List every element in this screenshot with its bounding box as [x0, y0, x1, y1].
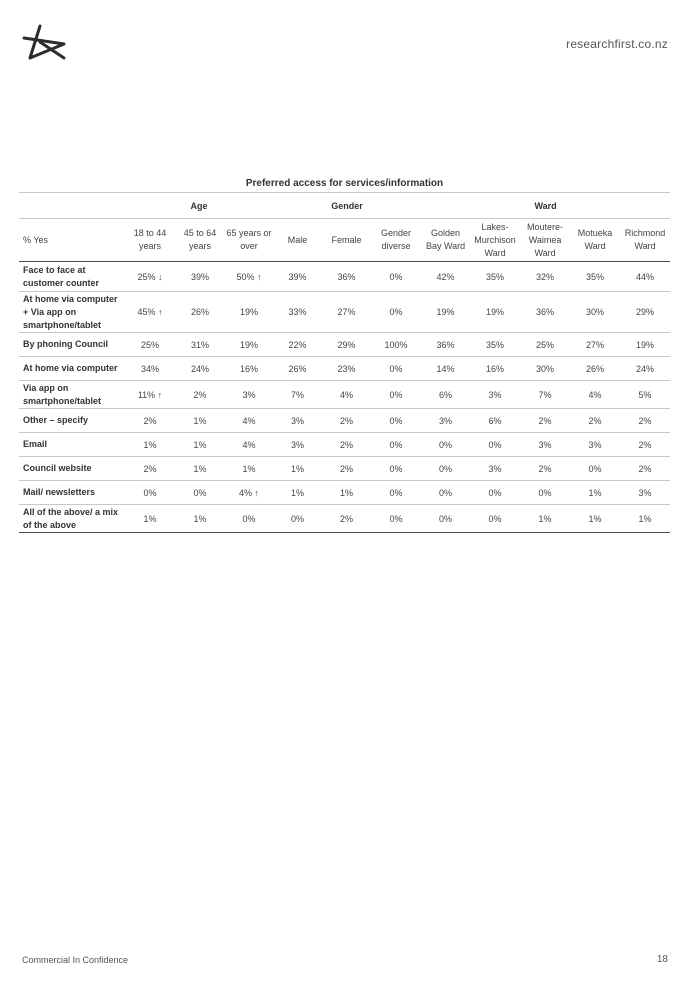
table-cell: 0% [371, 381, 421, 409]
table-cell: 35% [470, 262, 520, 292]
table-cell: 19% [225, 292, 273, 333]
row-label: Email [19, 433, 125, 457]
table-cell: 0% [371, 457, 421, 481]
table-cell: 4% ↑ [225, 481, 273, 505]
row-label: Face to face at customer counter [19, 262, 125, 292]
table-cell: 2% [175, 381, 225, 409]
table-cell: 16% [470, 357, 520, 381]
table-cell: 0% [273, 505, 322, 533]
table-cell: 0% [371, 292, 421, 333]
table-cell: 33% [273, 292, 322, 333]
row-label: Other – specify [19, 409, 125, 433]
table-cell: 2% [322, 409, 371, 433]
table-cell: 0% [175, 481, 225, 505]
table-cell: 6% [421, 381, 470, 409]
table-cell: 0% [421, 481, 470, 505]
table-cell: 1% [175, 409, 225, 433]
table-cell: 0% [421, 457, 470, 481]
table-cell: 35% [470, 333, 520, 357]
column-header: Male [273, 219, 322, 262]
column-header: 18 to 44 years [125, 219, 175, 262]
table-row [19, 262, 670, 292]
table-row [19, 357, 670, 381]
table-cell: 3% [273, 433, 322, 457]
table-cell: 2% [520, 409, 570, 433]
row-label: By phoning Council [19, 333, 125, 357]
table-cell: 29% [620, 292, 670, 333]
table-cell: 26% [175, 292, 225, 333]
table-cell: 50% ↑ [225, 262, 273, 292]
table-cell: 2% [620, 409, 670, 433]
table-cell: 24% [620, 357, 670, 381]
table-cell: 19% [470, 292, 520, 333]
table-cell: 0% [371, 433, 421, 457]
table-cell: 0% [470, 505, 520, 533]
table-cell: 36% [421, 333, 470, 357]
table-row [19, 409, 670, 433]
column-header: Lakes-Murchison Ward [470, 219, 520, 262]
table-cell: 3% [421, 409, 470, 433]
table-cell: 1% [322, 481, 371, 505]
table-cell: 2% [520, 457, 570, 481]
table-cell: 26% [570, 357, 620, 381]
table-cell: 3% [225, 381, 273, 409]
table-cell: 32% [520, 262, 570, 292]
table-cell: 25% ↓ [125, 262, 175, 292]
table-cell: 36% [520, 292, 570, 333]
table-cell: 3% [520, 433, 570, 457]
table-cell: 0% [470, 433, 520, 457]
table-cell: 0% [371, 262, 421, 292]
table-cell: 4% [322, 381, 371, 409]
confidential-note: Commercial In Confidence [22, 955, 129, 965]
table-cell: 4% [225, 433, 273, 457]
column-header: Gender diverse [371, 219, 421, 262]
table-row [19, 481, 670, 505]
row-label: At home via computer [19, 357, 125, 381]
column-header: 65 years or over [225, 219, 273, 262]
table-cell: 0% [470, 481, 520, 505]
table-cell: 39% [273, 262, 322, 292]
table-cell: 1% [175, 457, 225, 481]
table-row [19, 333, 670, 357]
table-cell: 2% [322, 505, 371, 533]
table-cell: 2% [125, 457, 175, 481]
table-cell: 23% [322, 357, 371, 381]
table-cell: 0% [570, 457, 620, 481]
table-cell: 1% [175, 505, 225, 533]
table-cell: 2% [125, 409, 175, 433]
table-cell: 5% [620, 381, 670, 409]
column-header-row [19, 219, 670, 262]
table-cell: 0% [125, 481, 175, 505]
table-row [19, 505, 670, 533]
table-cell: 14% [421, 357, 470, 381]
table-cell: 2% [322, 457, 371, 481]
table-cell: 19% [225, 333, 273, 357]
table-row [19, 457, 670, 481]
table-cell: 1% [125, 505, 175, 533]
column-header: 45 to 64 years [175, 219, 225, 262]
page-number: 18 [656, 954, 668, 965]
table-cell: 3% [273, 409, 322, 433]
table-cell: 22% [273, 333, 322, 357]
table-cell: 0% [421, 433, 470, 457]
table-row [19, 292, 670, 333]
table-cell: 25% [520, 333, 570, 357]
table-cell: 100% [371, 333, 421, 357]
table-cell: 11% ↑ [125, 381, 175, 409]
table-row [19, 381, 670, 409]
table-cell: 1% [225, 457, 273, 481]
table-cell: 19% [421, 292, 470, 333]
table-cell: 2% [570, 409, 620, 433]
table-cell: 24% [175, 357, 225, 381]
table-cell: 1% [273, 457, 322, 481]
table-cell: 0% [371, 409, 421, 433]
table-cell: 0% [371, 481, 421, 505]
star-arrow-logo-icon [20, 22, 68, 62]
group-ward: Ward [421, 193, 670, 219]
table-cell: 4% [570, 381, 620, 409]
group-spacer [19, 193, 125, 219]
column-header: Female [322, 219, 371, 262]
table-cell: 30% [520, 357, 570, 381]
table-cell: 1% [273, 481, 322, 505]
row-label: Via app on smartphone/tablet [19, 381, 125, 409]
table-cell: 19% [620, 333, 670, 357]
table-cell: 45% ↑ [125, 292, 175, 333]
table-cell: 31% [175, 333, 225, 357]
table-cell: 34% [125, 357, 175, 381]
table-cell: 4% [225, 409, 273, 433]
column-header: Motueka Ward [570, 219, 620, 262]
table-cell: 39% [175, 262, 225, 292]
group-gender: Gender [273, 193, 421, 219]
row-label: Mail/ newsletters [19, 481, 125, 505]
table-cell: 42% [421, 262, 470, 292]
table-cell: 44% [620, 262, 670, 292]
table-cell: 1% [125, 433, 175, 457]
table-cell: 27% [322, 292, 371, 333]
table-cell: 3% [620, 481, 670, 505]
column-header: Golden Bay Ward [421, 219, 470, 262]
table-row [19, 433, 670, 457]
table-cell: 7% [520, 381, 570, 409]
table-cell: 35% [570, 262, 620, 292]
table-cell: 1% [570, 481, 620, 505]
table-cell: 26% [273, 357, 322, 381]
table-cell: 2% [620, 433, 670, 457]
table-body [19, 262, 670, 533]
table-cell: 0% [371, 357, 421, 381]
table-cell: 16% [225, 357, 273, 381]
column-header: Moutere-Waimea Ward [520, 219, 570, 262]
table-cell: 0% [421, 505, 470, 533]
table-cell: 3% [470, 381, 520, 409]
table-cell: 36% [322, 262, 371, 292]
table-title: Preferred access for services/information [19, 175, 670, 193]
table-cell: 2% [322, 433, 371, 457]
column-header: Richmond Ward [620, 219, 670, 262]
table-cell: 3% [470, 457, 520, 481]
table-cell: 1% [520, 505, 570, 533]
table-cell: 7% [273, 381, 322, 409]
group-header-row [19, 193, 670, 219]
row-label: Council website [19, 457, 125, 481]
table-cell: 6% [470, 409, 520, 433]
access-table [19, 193, 670, 533]
table-cell: 27% [570, 333, 620, 357]
table-cell: 0% [225, 505, 273, 533]
table-cell: 2% [620, 457, 670, 481]
table-cell: 0% [520, 481, 570, 505]
group-age: Age [125, 193, 273, 219]
table-cell: 3% [570, 433, 620, 457]
table-cell: 0% [371, 505, 421, 533]
table-cell: 1% [620, 505, 670, 533]
access-table-section [19, 175, 670, 533]
table-cell: 1% [570, 505, 620, 533]
table-cell: 30% [570, 292, 620, 333]
table-cell: 29% [322, 333, 371, 357]
table-cell: 1% [175, 433, 225, 457]
row-header-label: % Yes [19, 219, 125, 262]
row-label: At home via computer + Via app on smartphone/tablet [19, 292, 125, 333]
site-url: researchfirst.co.nz [566, 37, 668, 51]
row-label: All of the above/ a mix of the above [19, 505, 125, 533]
table-cell: 25% [125, 333, 175, 357]
